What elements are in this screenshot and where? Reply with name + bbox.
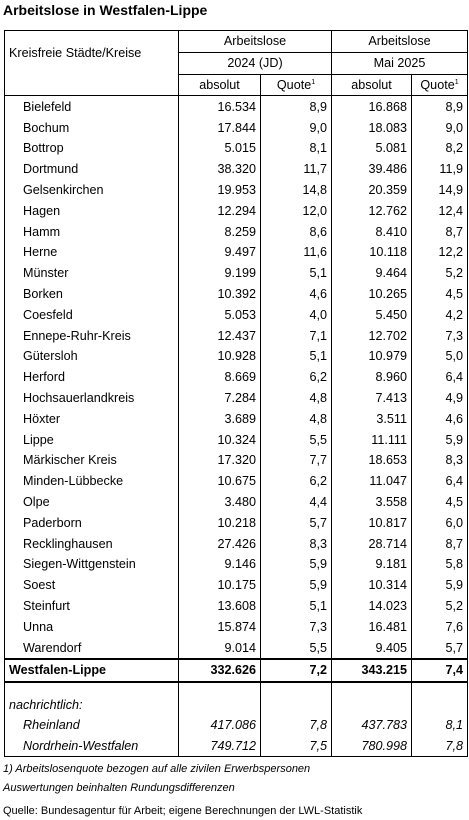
quote-2024-cell: 4,4: [261, 492, 332, 513]
table-row: [5, 715, 468, 736]
abs-2024-cell: 10.675: [179, 471, 261, 492]
quote-2024-cell: 5,9: [261, 575, 332, 596]
table-row: [5, 117, 468, 138]
table-row: [5, 304, 468, 325]
quote-2025-cell: 8,9: [412, 96, 468, 117]
abs-2025-cell: 9.181: [332, 554, 412, 575]
abs-2024-cell: 12.294: [179, 200, 261, 221]
abs-2024-cell: 3.689: [179, 408, 261, 429]
abs-2024-cell: 16.534: [179, 96, 261, 117]
blank-cell: [179, 695, 261, 715]
region-name-cell: Coesfeld: [5, 304, 179, 325]
table-row: [5, 637, 468, 659]
quote-2025-cell: 7,6: [412, 616, 468, 637]
region-name-cell: Hamm: [5, 221, 179, 242]
quote-2025-cell: 6,4: [412, 367, 468, 388]
quote-2024-cell: 5,1: [261, 596, 332, 617]
region-name-cell: Ennepe-Ruhr-Kreis: [5, 325, 179, 346]
quote-2024-cell: 12,0: [261, 200, 332, 221]
blank-cell: [332, 695, 412, 715]
quote-2025-cell: 4,9: [412, 388, 468, 409]
quote-2025-cell: 12,2: [412, 242, 468, 263]
region-name-cell: Borken: [5, 284, 179, 305]
abs-2025-cell: 7.413: [332, 388, 412, 409]
quote-2024-cell: 8,6: [261, 221, 332, 242]
region-name-cell: Olpe: [5, 492, 179, 513]
table-row: [5, 159, 468, 180]
source-note: Quelle: Bundesagentur für Arbeit; eigene Berechnungen der LWL-Statistik: [3, 805, 363, 817]
abs-2025-cell: 3.558: [332, 492, 412, 513]
abs-2024-cell: 13.608: [179, 596, 261, 617]
table-row: [5, 263, 468, 284]
quote-2025-cell: 14,9: [412, 180, 468, 201]
abs-2024-cell: 417.086: [179, 715, 261, 736]
table-row: [5, 533, 468, 554]
header-period-1: 2024 (JD): [179, 52, 332, 74]
header-period-2: Mai 2025: [332, 52, 468, 74]
table-row: [5, 492, 468, 513]
blank-cell: [412, 695, 468, 715]
abs-2024-cell: 17.320: [179, 450, 261, 471]
quote-2024-cell: 11,7: [261, 159, 332, 180]
abs-2024-cell: 749.712: [179, 736, 261, 757]
abs-2025-cell: 5.081: [332, 138, 412, 159]
abs-2025-cell: 28.714: [332, 533, 412, 554]
quote-2024-cell: 14,8: [261, 180, 332, 201]
region-name-cell: Rheinland: [5, 715, 179, 736]
quote-2024-cell: 7,3: [261, 616, 332, 637]
abs-2025-cell: 39.486: [332, 159, 412, 180]
header-row-label: Kreisfreie Städte/Kreise: [5, 31, 179, 75]
abs-2025-cell: 11.111: [332, 429, 412, 450]
quote-2025-cell: 8,7: [412, 533, 468, 554]
table-row: [5, 596, 468, 617]
quote-2025-cell: 12,4: [412, 200, 468, 221]
quote-2024-cell: 7,8: [261, 715, 332, 736]
abs-2024-cell: 10.928: [179, 346, 261, 367]
region-name-cell: Gelsenkirchen: [5, 180, 179, 201]
region-name-cell: Dortmund: [5, 159, 179, 180]
table-row: [5, 388, 468, 409]
abs-2025-cell: 9.405: [332, 637, 412, 659]
abs-2025-cell: 18.653: [332, 450, 412, 471]
quote-2024-cell: 6,2: [261, 471, 332, 492]
region-name-cell: Herne: [5, 242, 179, 263]
table-row: [5, 367, 468, 388]
abs-2024-cell: 332.626: [179, 659, 261, 682]
quote-2025-cell: 7,8: [412, 736, 468, 757]
quote-2024-cell: 5,7: [261, 512, 332, 533]
region-name-cell: Gütersloh: [5, 346, 179, 367]
blank-cell: [412, 682, 468, 695]
abs-2024-cell: 9.199: [179, 263, 261, 284]
table-row: [5, 96, 468, 117]
quote-2024-cell: 9,0: [261, 117, 332, 138]
quote-2025-cell: 8,1: [412, 715, 468, 736]
abs-2025-cell: 3.511: [332, 408, 412, 429]
blank-cell: [5, 682, 179, 695]
table-row: [5, 554, 468, 575]
footnote-quote: 1) Arbeitslosenquote bezogen auf alle zivilen Erwerbspersonen: [3, 763, 311, 775]
header-abs-2: absolut: [332, 74, 412, 96]
quote-2025-cell: 11,9: [412, 159, 468, 180]
abs-2025-cell: 16.868: [332, 96, 412, 117]
header-empty-cell: [5, 74, 179, 96]
quote-2025-cell: 5,9: [412, 429, 468, 450]
quote-2025-cell: 5,0: [412, 346, 468, 367]
abs-2024-cell: 10.218: [179, 512, 261, 533]
blank-cell: [179, 682, 261, 695]
quote-2024-cell: 6,2: [261, 367, 332, 388]
spacer-row: [5, 682, 468, 695]
region-name-cell: Paderborn: [5, 512, 179, 533]
header-group-2: Arbeitslose: [332, 31, 468, 53]
quote-2024-cell: 7,2: [261, 659, 332, 682]
table-row: [5, 325, 468, 346]
quote-2024-cell: 8,3: [261, 533, 332, 554]
abs-2025-cell: 11.047: [332, 471, 412, 492]
table-row: [5, 284, 468, 305]
quote-2024-cell: 11,6: [261, 242, 332, 263]
table-row: [5, 575, 468, 596]
region-name-cell: Bochum: [5, 117, 179, 138]
quote-2025-cell: 5,2: [412, 596, 468, 617]
region-name-cell: Münster: [5, 263, 179, 284]
total-row: [5, 659, 468, 682]
quote-2025-cell: 6,4: [412, 471, 468, 492]
abs-2024-cell: 10.324: [179, 429, 261, 450]
abs-2024-cell: 3.480: [179, 492, 261, 513]
table-row: [5, 471, 468, 492]
region-name-cell: Steinfurt: [5, 596, 179, 617]
quote-2024-cell: 7,1: [261, 325, 332, 346]
region-name-cell: Westfalen-Lippe: [5, 659, 179, 682]
abs-2025-cell: 343.215: [332, 659, 412, 682]
header-group-1: Arbeitslose: [179, 31, 332, 53]
abs-2024-cell: 5.053: [179, 304, 261, 325]
footnote-rounding: Auswertungen beinhalten Rundungsdifferenzen: [3, 782, 235, 794]
region-name-cell: Hochsauerlandkreis: [5, 388, 179, 409]
quote-2024-cell: 4,8: [261, 408, 332, 429]
abs-2025-cell: 14.023: [332, 596, 412, 617]
abs-2025-cell: 8.960: [332, 367, 412, 388]
table-row: [5, 138, 468, 159]
blank-cell: [261, 682, 332, 695]
table-row: [5, 408, 468, 429]
quote-2025-cell: 4,5: [412, 492, 468, 513]
quote-2024-cell: 5,9: [261, 554, 332, 575]
region-name-cell: Herford: [5, 367, 179, 388]
info-label-row: [5, 695, 468, 715]
abs-2024-cell: 10.392: [179, 284, 261, 305]
abs-2024-cell: 5.015: [179, 138, 261, 159]
abs-2024-cell: 19.953: [179, 180, 261, 201]
quote-2025-cell: 4,6: [412, 408, 468, 429]
region-name-cell: Märkischer Kreis: [5, 450, 179, 471]
region-name-cell: Recklinghausen: [5, 533, 179, 554]
region-name-cell: Siegen-Wittgenstein: [5, 554, 179, 575]
region-name-cell: Unna: [5, 616, 179, 637]
table-row: [5, 736, 468, 757]
quote-2024-cell: 8,9: [261, 96, 332, 117]
abs-2025-cell: 9.464: [332, 263, 412, 284]
quote-2024-cell: 4,6: [261, 284, 332, 305]
abs-2024-cell: 15.874: [179, 616, 261, 637]
abs-2025-cell: 8.410: [332, 221, 412, 242]
quote-2024-cell: 5,5: [261, 637, 332, 659]
blank-cell: [261, 695, 332, 715]
region-name-cell: Bottrop: [5, 138, 179, 159]
table-row: [5, 512, 468, 533]
region-name-cell: Hagen: [5, 200, 179, 221]
quote-2025-cell: 5,9: [412, 575, 468, 596]
abs-2025-cell: 437.783: [332, 715, 412, 736]
quote-2025-cell: 5,2: [412, 263, 468, 284]
abs-2024-cell: 7.284: [179, 388, 261, 409]
abs-2025-cell: 20.359: [332, 180, 412, 201]
region-name-cell: Warendorf: [5, 637, 179, 659]
region-name-cell: Höxter: [5, 408, 179, 429]
header-quote-1: Quote$^1$: [261, 74, 332, 96]
quote-2025-cell: 8,7: [412, 221, 468, 242]
quote-2025-cell: 4,5: [412, 284, 468, 305]
abs-2025-cell: 10.979: [332, 346, 412, 367]
abs-2024-cell: 9.497: [179, 242, 261, 263]
table-row: [5, 221, 468, 242]
region-name-cell: Bielefeld: [5, 96, 179, 117]
quote-2024-cell: 5,5: [261, 429, 332, 450]
table-row: [5, 200, 468, 221]
abs-2025-cell: 5.450: [332, 304, 412, 325]
table-row: [5, 180, 468, 201]
quote-2025-cell: 5,7: [412, 637, 468, 659]
page-title: Arbeitslose in Westfalen-Lippe: [3, 2, 208, 18]
quote-2025-cell: 6,0: [412, 512, 468, 533]
table-row: [5, 450, 468, 471]
unemployment-table: [4, 30, 468, 757]
abs-2025-cell: 10.118: [332, 242, 412, 263]
abs-2024-cell: 9.014: [179, 637, 261, 659]
quote-2024-cell: 5,1: [261, 263, 332, 284]
info-label: nachrichtlich:: [5, 695, 179, 715]
quote-2025-cell: 7,4: [412, 659, 468, 682]
abs-2025-cell: 18.083: [332, 117, 412, 138]
header-abs-1: absolut: [179, 74, 261, 96]
abs-2024-cell: 12.437: [179, 325, 261, 346]
region-name-cell: Minden-Lübbecke: [5, 471, 179, 492]
quote-2025-cell: 8,3: [412, 450, 468, 471]
region-name-cell: Nordrhein-Westfalen: [5, 736, 179, 757]
abs-2024-cell: 27.426: [179, 533, 261, 554]
abs-2025-cell: 12.762: [332, 200, 412, 221]
quote-2025-cell: 8,2: [412, 138, 468, 159]
quote-2025-cell: 9,0: [412, 117, 468, 138]
quote-2024-cell: 8,1: [261, 138, 332, 159]
quote-2025-cell: 4,2: [412, 304, 468, 325]
quote-2024-cell: 4,0: [261, 304, 332, 325]
table-row: [5, 429, 468, 450]
quote-2024-cell: 7,5: [261, 736, 332, 757]
abs-2024-cell: 38.320: [179, 159, 261, 180]
quote-2024-cell: 5,1: [261, 346, 332, 367]
abs-2024-cell: 10.175: [179, 575, 261, 596]
abs-2024-cell: 17.844: [179, 117, 261, 138]
quote-2024-cell: 4,8: [261, 388, 332, 409]
region-name-cell: Soest: [5, 575, 179, 596]
quote-2025-cell: 5,8: [412, 554, 468, 575]
table-row: [5, 242, 468, 263]
abs-2024-cell: 9.146: [179, 554, 261, 575]
abs-2024-cell: 8.669: [179, 367, 261, 388]
quote-2025-cell: 7,3: [412, 325, 468, 346]
abs-2025-cell: 10.817: [332, 512, 412, 533]
table-row: [5, 616, 468, 637]
abs-2025-cell: 10.265: [332, 284, 412, 305]
abs-2025-cell: 780.998: [332, 736, 412, 757]
abs-2024-cell: 8.259: [179, 221, 261, 242]
header-quote-2: Quote$^1$: [412, 74, 468, 96]
blank-cell: [332, 682, 412, 695]
region-name-cell: Lippe: [5, 429, 179, 450]
abs-2025-cell: 12.702: [332, 325, 412, 346]
table-row: [5, 346, 468, 367]
abs-2025-cell: 16.481: [332, 616, 412, 637]
abs-2025-cell: 10.314: [332, 575, 412, 596]
quote-2024-cell: 7,7: [261, 450, 332, 471]
